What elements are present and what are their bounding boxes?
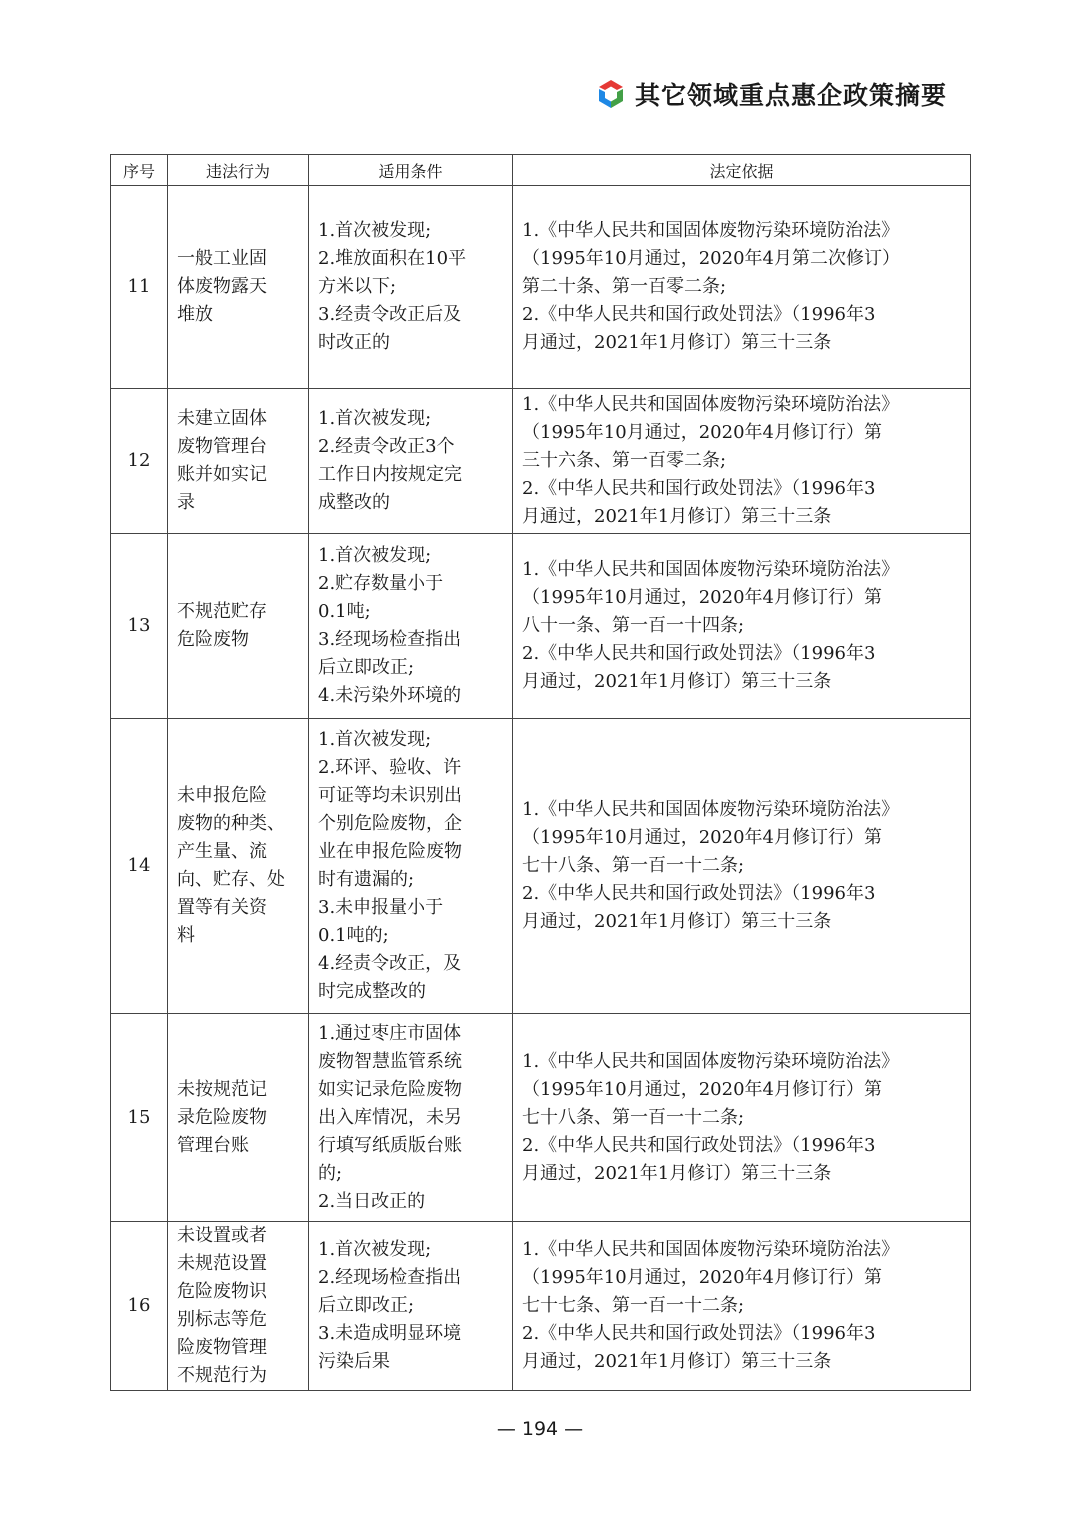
header-title: 其它领域重点惠企政策摘要 — [634, 81, 947, 110]
row-condition: 1.首次被发现; 2.环评、验收、许 可证等均未识别出 个别危险废物，企 业在申报危险废物 时有遗漏的; 3.未申报量小于 0.1吨的; 4.经责令改正，及 时完成整改的 — [309, 719, 513, 1014]
row-condition: 1.通过枣庄市固体 废物智慧监管系统 如实记录危险废物 出入库情况，未另 行填写纸质版台账 的; 2.当日改正的 — [309, 1014, 513, 1222]
row-seq: 11 — [111, 186, 168, 389]
row-legal-basis: 1.《中华人民共和国固体废物污染环境防治法》 （1995年10月通过，2020年4月第二次修订） 第二十条、第一百零二条; 2.《中华人民共和国行政处罚法》（1996年3 月通过，2021年1月修订）第三十三条 — [513, 186, 971, 389]
tricolor-arrow-logo-icon — [595, 78, 627, 110]
table-row — [111, 534, 971, 719]
row-seq: 16 — [111, 1222, 168, 1391]
row-condition: 1.首次被发现; 2.经现场检查指出 后立即改正; 3.未造成明显环境 污染后果 — [309, 1222, 513, 1391]
row-violation: 未设置或者 未规范设置 危险废物识 别标志等危 险废物管理 不规范行为 — [168, 1222, 309, 1391]
column-header-cond: 适用条件 — [309, 155, 513, 186]
row-legal-basis: 1.《中华人民共和国固体废物污染环境防治法》 （1995年10月通过，2020年4月修订行）第 三十六条、第一百零二条; 2.《中华人民共和国行政处罚法》（1996年3 月通过，2021年1月修订）第三十三条 — [513, 389, 971, 534]
row-legal-basis: 1.《中华人民共和国固体废物污染环境防治法》 （1995年10月通过，2020年4月修订行）第 七十八条、第一百一十二条; 2.《中华人民共和国行政处罚法》（1996年3 月通过，2021年1月修订）第三十三条 — [513, 719, 971, 1014]
row-seq: 14 — [111, 719, 168, 1014]
table-row — [111, 719, 971, 1014]
page-number: — 194 — — [496, 1418, 584, 1440]
table-row — [111, 389, 971, 534]
row-violation: 一般工业固 体废物露天 堆放 — [168, 186, 309, 389]
row-legal-basis: 1.《中华人民共和国固体废物污染环境防治法》 （1995年10月通过，2020年4月修订行）第 七十八条、第一百一十二条; 2.《中华人民共和国行政处罚法》（1996年3 月通过，2021年1月修订）第三十三条 — [513, 1014, 971, 1222]
row-condition: 1.首次被发现; 2.堆放面积在10平 方米以下; 3.经责令改正后及 时改正的 — [309, 186, 513, 389]
row-violation: 不规范贮存 危险废物 — [168, 534, 309, 719]
table-row — [111, 1014, 971, 1222]
row-legal-basis: 1.《中华人民共和国固体废物污染环境防治法》 （1995年10月通过，2020年4月修订行）第 七十七条、第一百一十二条; 2.《中华人民共和国行政处罚法》（1996年3 月通过，2021年1月修订）第三十三条 — [513, 1222, 971, 1391]
row-seq: 15 — [111, 1014, 168, 1222]
row-seq: 13 — [111, 534, 168, 719]
page-header — [595, 76, 947, 112]
column-header-act: 违法行为 — [168, 155, 309, 186]
table-row — [111, 1222, 971, 1391]
row-violation: 未建立固体 废物管理台 账并如实记 录 — [168, 389, 309, 534]
policy-table — [110, 154, 971, 1391]
column-header-basis: 法定依据 — [513, 155, 971, 186]
row-condition: 1.首次被发现; 2.贮存数量小于 0.1吨; 3.经现场检查指出 后立即改正; 4.未污染外环境的 — [309, 534, 513, 719]
table-row — [111, 186, 971, 389]
column-header-seq: 序号 — [111, 155, 168, 186]
row-violation: 未按规范记 录危险废物 管理台账 — [168, 1014, 309, 1222]
row-violation: 未申报危险 废物的种类、 产生量、流 向、贮存、处 置等有关资 料 — [168, 719, 309, 1014]
row-seq: 12 — [111, 389, 168, 534]
row-legal-basis: 1.《中华人民共和国固体废物污染环境防治法》 （1995年10月通过，2020年4月修订行）第 八十一条、第一百一十四条; 2.《中华人民共和国行政处罚法》（1996年3 月通过，2021年1月修订）第三十三条 — [513, 534, 971, 719]
table-header-row — [111, 155, 971, 186]
row-condition: 1.首次被发现; 2.经责令改正3个 工作日内按规定完 成整改的 — [309, 389, 513, 534]
